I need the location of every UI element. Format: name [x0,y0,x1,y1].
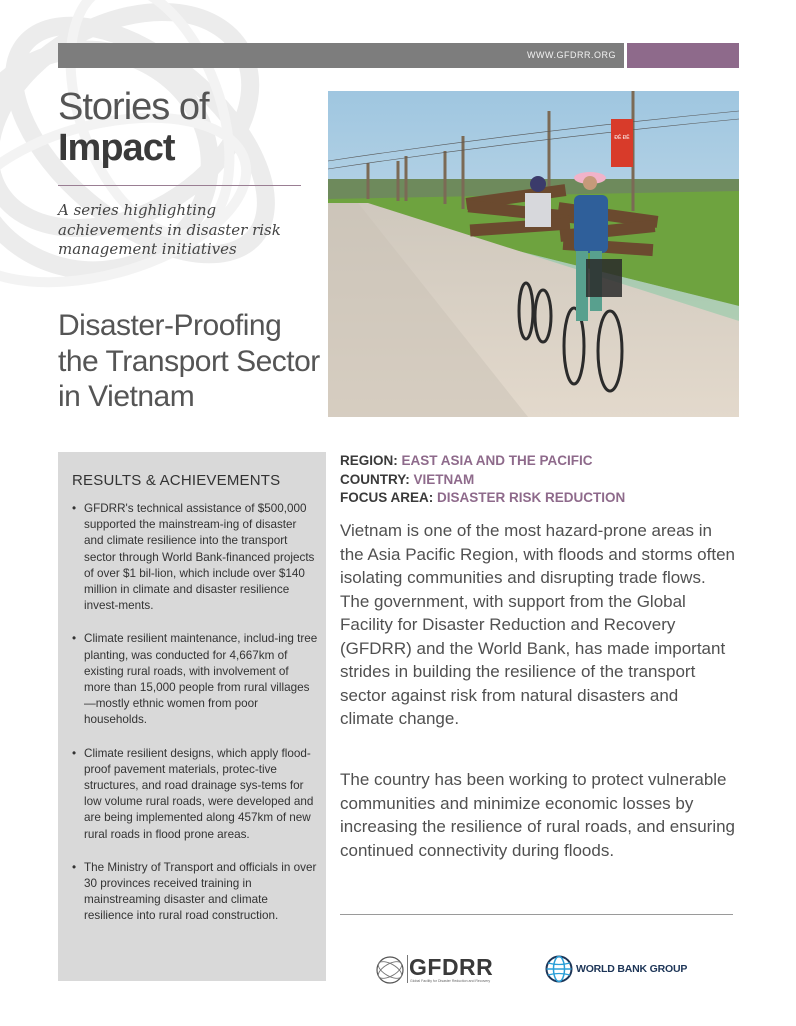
gfdrr-tagline: Global Facility for Disaster Reduction and Recovery [410,979,491,983]
story-headline: Disaster-Proofing the Transport Sector in Vietnam [58,309,320,413]
title-divider [58,185,301,186]
region-label: REGION: [340,453,398,468]
country-value: VIETNAM [413,471,475,487]
header-accent-block [627,43,739,68]
country-label: COUNTRY: [340,471,410,487]
cover-photo-illustration [328,91,739,417]
series-title-line1: Stories of [58,86,209,128]
gfdrr-logo[interactable] [375,952,505,988]
list-item-text: Climate resilient maintenance, includ-ing tree planting, was conducted for 4,667km of existing rural roads, with involvement of more than 15,000 people from rural villages—mostly ethnic women from poor households. [84,632,318,727]
bullet-icon: • [72,860,77,874]
bullet-icon: • [72,746,77,760]
header-bar [58,43,624,68]
list-item [72,860,318,925]
region-row [340,452,625,471]
region-value: EAST ASIA AND THE PACIFIC [401,453,593,468]
results-title: RESULTS & ACHIEVEMENTS [72,472,281,489]
focus-label: FOCUS AREA: [340,490,434,505]
footer-divider [340,914,733,915]
gfdrr-emblem-icon [375,955,405,985]
series-subtitle: A series highlighting achievements in disaster risk management initiatives [58,201,281,258]
cover-photo [328,91,739,417]
bullet-icon: • [72,632,77,646]
gfdrr-wordmark: GFDRR [409,954,494,980]
bullet-icon: • [72,502,77,515]
list-item-text: The Ministry of Transport and officials in over 30 provinces received training in mainstreaming disaster and climate resilience into rural road construction. [84,860,317,923]
website-url[interactable]: WWW.GFDRR.ORG [527,50,616,60]
body-paragraph-1: Vietnam is one of the most hazard-prone areas in the Asia Pacific Region, with floods and storms often isolating communities and disrupting trade flows. The government, with support from the Global Facility for Disaster Reduction and Recovery (GFDRR) and the World Bank, has made important strides in building the resilience of the transport sector against risk from natural disasters and climate change. [340,521,735,728]
list-item [72,631,318,728]
focus-value: DISASTER RISK REDUCTION [437,490,626,505]
country-row [340,471,625,490]
gfdrr-logo-divider [407,955,408,983]
list-item-text: GFDRR's technical assistance of $500,000 supported the mainstream-ing of disaster and climate resilience into the transport sector through World Bank-financed projects of over $1 bil-lion, which include over $140 million in climate and disaster resilience invest-ments. [84,502,315,613]
world-bank-wordmark: WORLD BANK GROUP [576,963,688,975]
results-list [72,501,318,942]
list-item [72,746,318,843]
world-bank-logo[interactable] [545,954,695,984]
list-item [72,501,318,614]
list-item-text: Climate resilient designs, which apply flood-proof pavement materials, protec-tive structures, and road drainage sys-tems for low volume rural roads, were developed and are being implemented along 457km of new rural roads in flood prone areas. [84,746,314,841]
body-paragraph-2: The country has been working to protect vulnerable communities and minimize economic losses by increasing the resilience of rural roads, and ensuring continued connectivity during floods. [340,770,736,860]
focus-row [340,489,625,508]
results-sidebar [58,452,326,981]
photo-sign-text: ĐÊ ĐÊ [614,135,630,141]
series-title-line2: Impact [58,127,175,169]
story-metadata [340,452,625,508]
globe-icon [545,955,573,983]
